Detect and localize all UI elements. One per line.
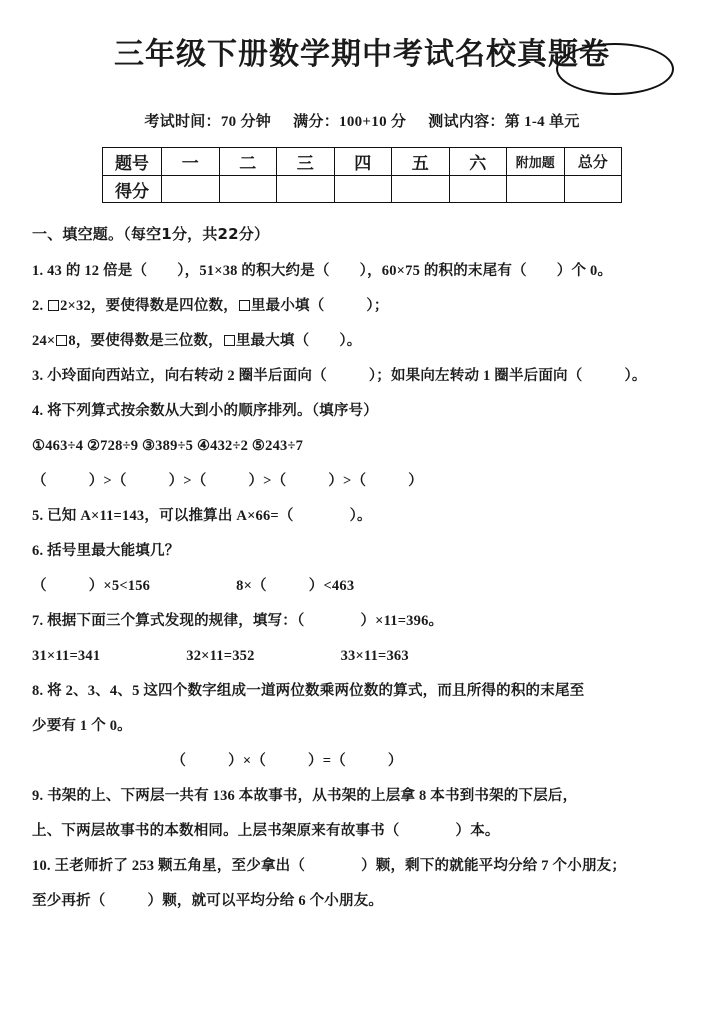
question-text: ）×5<156 [88,578,151,594]
question-line-q10 [32,884,692,919]
score-table-col-header: 四 [334,148,392,176]
question-text: ）>（ [248,473,287,489]
exam-time: 考试时间：70 分钟 [144,114,272,130]
question-text: 8，要使得数是三位数， [68,333,223,349]
score-table-wrapper [102,147,622,203]
page-title-area [32,0,692,96]
question-text: 3. 小玲面向西站立，向右转动 2 圈半后面向（ [32,368,327,384]
question-text: ）颗，剩下的就能平均分给 7 个小朋友； [361,858,627,874]
question-text: 1. 43 的 12 倍是（ [32,263,148,279]
question-text: ）。 [339,333,362,349]
question-text: ）×（ [228,753,266,769]
question-line-q8 [32,709,692,744]
score-table-col-header: 二 [219,148,277,176]
exam-content-range: 测试内容：第 1-4 单元 [428,114,580,130]
score-table-score-cell[interactable] [449,176,507,203]
question-text: 里最大填（ [235,333,310,349]
question-line-q2 [32,324,692,359]
page-title-main: 三年级下册数学期中考试名校 [114,37,517,72]
question-text: 5. 已知 A×11=143，可以推算出 A×66=（ [32,508,294,524]
question-text: 至少再折（ [32,893,106,909]
question-text: 33×11=363 [340,648,409,664]
question-text: 少要有 1 个 0。 [32,718,132,734]
question-text: ） [408,473,423,489]
question-text: ）本。 [455,823,500,839]
question-text: 8×（ [236,578,267,594]
question-text: 上、下两层故事书的本数相同。上层书架原来有故事书（ [32,823,400,839]
question-text: ）×11=396。 [360,613,444,629]
question-text: 2. [32,298,48,314]
question-text: ），51×38 的积大约是（ [177,263,330,279]
question-text: 31×11=341 [32,648,101,664]
question-line-q3 [32,359,692,394]
score-table-col-header: 总分 [564,148,622,176]
question-text: ）<463 [308,578,355,594]
question-line-q7 [32,639,692,674]
question-line-q8 [32,674,692,709]
question-text: 32×11=352 [186,648,255,664]
question-text: ）；如果向左转动 1 圈半后面向（ [368,368,583,384]
score-table-score-cell[interactable] [277,176,335,203]
exam-meta [32,110,692,131]
question-line-q8 [32,744,692,779]
question-line-q4 [32,394,692,429]
exam-full-score: 满分：100+10 分 [293,114,407,130]
question-text: 9. 书架的上、下两层一共有 136 本故事书，从书架的上层拿 8 本书到书架的下层后， [32,788,578,804]
question-text: ）>（ [168,473,207,489]
score-table-col-header: 一 [162,148,220,176]
question-text: （ [32,473,47,489]
question-text: 10. 王老师折了 253 颗五角星，至少拿出（ [32,858,306,874]
page-title-circled: 真题卷 [517,37,610,72]
question-text: ）个 0。 [556,263,613,279]
question-line-q7 [32,604,692,639]
score-table-label-question: 题号 [103,148,162,176]
score-table-score-row [103,176,622,203]
question-text: 8. 将 2、3、4、5 这四个数字组成一道两位数乘两位数的算式，而且所得的积的末尾至 [32,683,585,699]
score-table-col-header: 附加题 [507,148,565,176]
question-text: 6. 括号里最大能填几？ [32,543,180,559]
question-line-q1 [32,254,692,289]
score-table [102,147,622,203]
score-table-score-cell[interactable] [564,176,622,203]
question-text: 里最小填（ [250,298,325,314]
square-box-icon [224,335,235,346]
question-line-q6 [32,569,692,604]
question-text: （ [171,753,187,769]
question-text: 7. 根据下面三个算式发现的规律，填写：（ [32,613,305,629]
section-heading-fill-in-blank: 一、填空题。（每空1分，共22分） [32,225,270,243]
question-text: ）=（ [308,753,346,769]
question-text: ）>（ [88,473,127,489]
question-line-q4 [32,464,692,499]
question-text: ）； [366,298,389,314]
question-text: ①463÷4 ②728÷9 ③389÷5 ④432÷2 ⑤243÷7 [32,438,304,454]
question-list [32,254,692,919]
question-line-q9 [32,779,692,814]
score-table-score-cell[interactable] [507,176,565,203]
question-text: ）颗，就可以平均分给 6 个小朋友。 [147,893,384,909]
page-title [114,34,610,76]
score-table-label-score: 得分 [103,176,162,203]
question-text: ），60×75 的积的末尾有（ [359,263,527,279]
question-text: 4. 将下列算式按余数从大到小的顺序排列。（填序号） [32,403,378,419]
question-line-q5 [32,499,692,534]
score-table-score-cell[interactable] [162,176,220,203]
square-box-icon [56,335,67,346]
score-table-col-header: 六 [449,148,507,176]
score-table-col-header: 五 [392,148,450,176]
question-text: ） [387,753,403,769]
score-table-body [103,148,622,203]
question-text: 2×32，要使得数是四位数， [60,298,238,314]
score-table-col-header: 三 [277,148,335,176]
score-table-score-cell[interactable] [392,176,450,203]
question-text: ）。 [624,368,647,384]
score-table-score-cell[interactable] [219,176,277,203]
question-line-q2 [32,289,692,324]
question-line-q9 [32,814,692,849]
question-line-q4 [32,429,692,464]
square-box-icon [239,300,250,311]
question-text: ）。 [349,508,372,524]
question-line-q6 [32,534,692,569]
score-table-score-cell[interactable] [334,176,392,203]
question-text: 24× [32,333,56,349]
square-box-icon [48,300,59,311]
question-text: ）>（ [328,473,367,489]
score-table-header-row [103,148,622,176]
question-line-q10 [32,849,692,884]
question-text: （ [32,578,47,594]
